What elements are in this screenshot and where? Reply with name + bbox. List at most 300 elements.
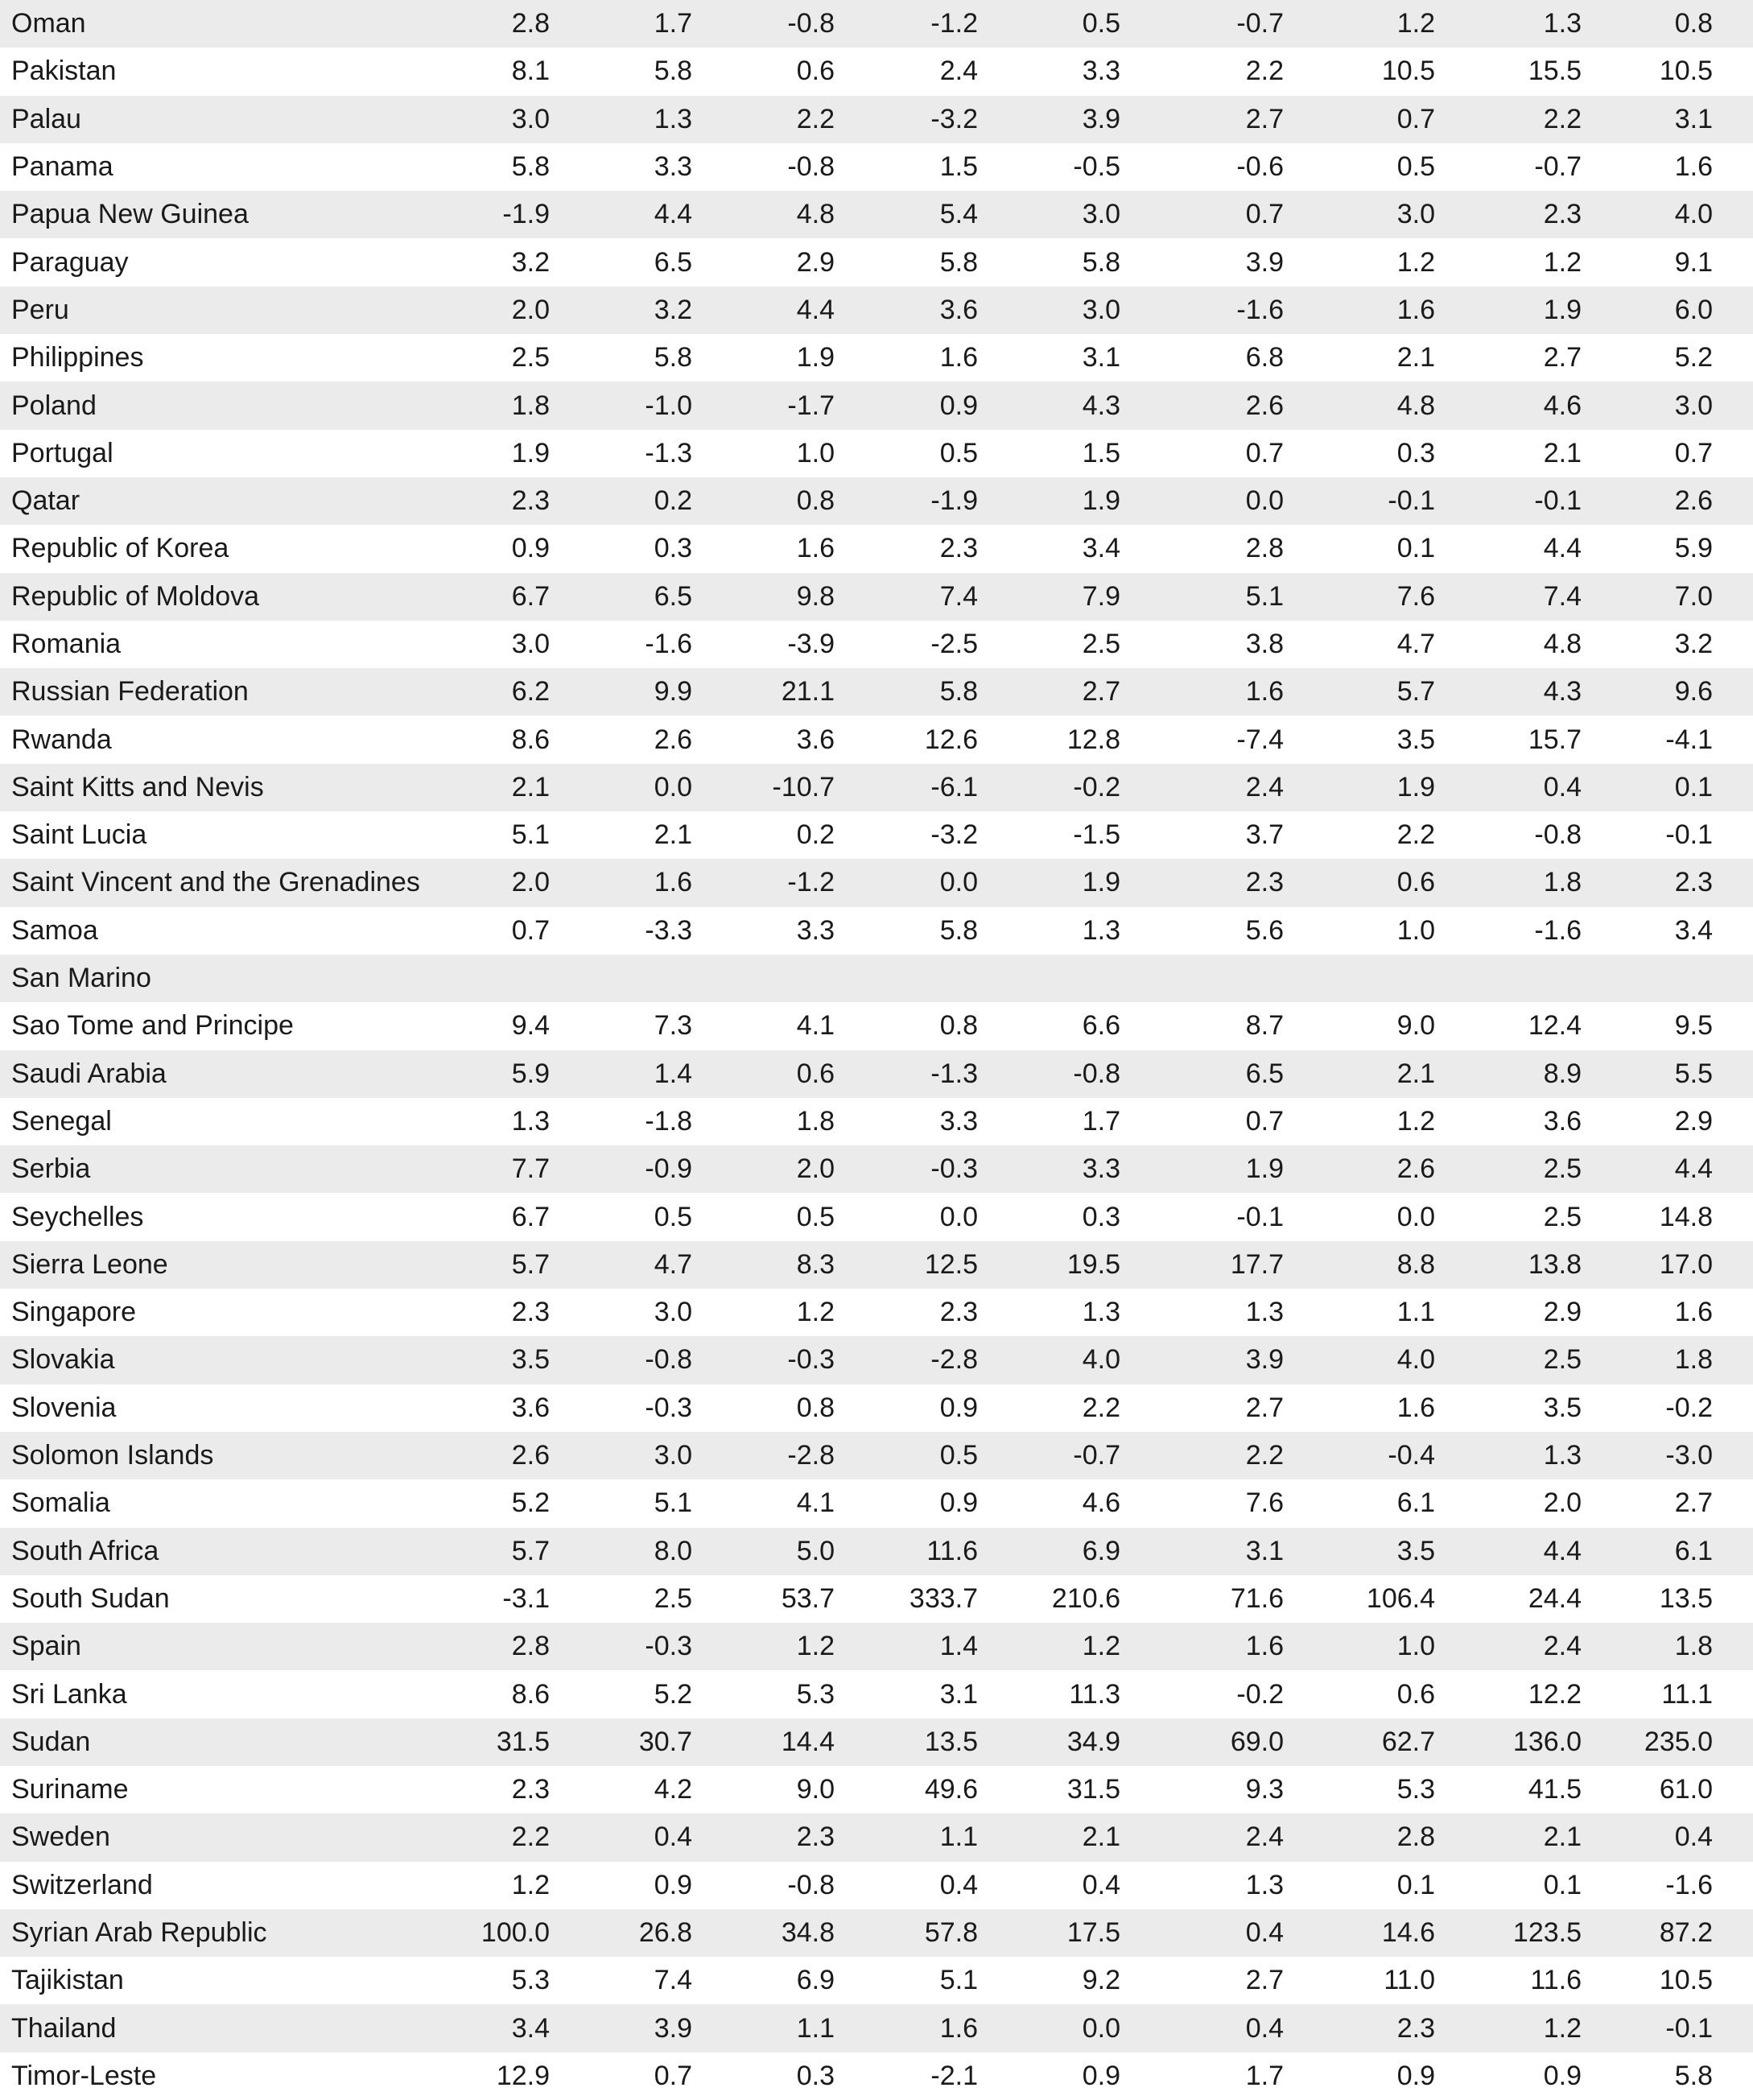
value-cell: 0.3: [1396, 437, 1435, 468]
value-cell: 3.2: [654, 294, 692, 325]
value-cell: -3.3: [645, 914, 692, 946]
value-cell: 1.8: [796, 1105, 835, 1137]
value-cell: 21.1: [781, 676, 835, 708]
value-cell: 0.4: [939, 1869, 978, 1900]
country-name: Palau: [11, 103, 81, 134]
table-row: [0, 1384, 1753, 1432]
value-cell: 8.3: [796, 1248, 835, 1280]
value-cell: 2.0: [511, 867, 550, 898]
value-cell: 5.7: [511, 1248, 550, 1280]
value-cell: 9.2: [1082, 1965, 1120, 1996]
value-cell: 2.4: [1543, 1631, 1582, 1662]
value-cell: 1.3: [1543, 8, 1582, 39]
value-cell: -0.8: [787, 151, 835, 183]
value-cell: 1.5: [1082, 437, 1120, 468]
value-cell: 2.6: [654, 724, 692, 755]
value-cell: 4.4: [1674, 1153, 1713, 1185]
value-cell: 0.9: [654, 1869, 692, 1900]
value-cell: 1.7: [1082, 1105, 1120, 1137]
value-cell: -1.5: [1073, 819, 1120, 851]
value-cell: 5.7: [1396, 676, 1435, 708]
value-cell: -0.8: [1073, 1058, 1120, 1089]
value-cell: 0.0: [939, 1201, 978, 1232]
value-cell: 11.3: [1069, 1678, 1120, 1710]
value-cell: 1.2: [1543, 246, 1582, 278]
value-cell: 0.5: [939, 437, 978, 468]
value-cell: 0.8: [939, 1010, 978, 1042]
value-cell: 2.7: [1245, 1392, 1284, 1423]
value-cell: 4.3: [1082, 390, 1120, 421]
value-cell: 9.5: [1674, 1010, 1713, 1042]
country-name: Seychelles: [11, 1201, 144, 1232]
table-row: [0, 1813, 1753, 1861]
value-cell: 1.0: [796, 437, 835, 468]
value-cell: 3.0: [1082, 199, 1120, 230]
value-cell: 2.8: [1245, 533, 1284, 564]
value-cell: 1.3: [1543, 1440, 1582, 1471]
value-cell: 12.6: [924, 724, 978, 755]
table-row: [0, 1766, 1753, 1813]
value-cell: -6.1: [930, 771, 978, 802]
table-row: [0, 573, 1753, 621]
value-cell: 2.5: [511, 342, 550, 373]
value-cell: 2.6: [1674, 485, 1713, 517]
value-cell: 0.7: [654, 2060, 692, 2091]
value-cell: 5.8: [939, 676, 978, 708]
value-cell: 1.3: [1245, 1869, 1284, 1900]
value-cell: 1.1: [1396, 1297, 1435, 1328]
country-name: Republic of Moldova: [11, 580, 260, 612]
value-cell: 5.2: [1674, 342, 1713, 373]
value-cell: 3.1: [1674, 103, 1713, 134]
value-cell: 61.0: [1659, 1774, 1713, 1805]
value-cell: 3.9: [1245, 246, 1284, 278]
value-cell: 7.6: [1245, 1487, 1284, 1519]
value-cell: 31.5: [496, 1726, 550, 1757]
table-row: [0, 334, 1753, 382]
value-cell: 7.4: [939, 580, 978, 612]
value-cell: 2.2: [1082, 1392, 1120, 1423]
table-row: [0, 955, 1753, 1002]
country-name: Samoa: [11, 914, 98, 946]
value-cell: 0.9: [1082, 2060, 1120, 2091]
value-cell: 0.0: [1396, 1201, 1435, 1232]
value-cell: 1.2: [796, 1297, 835, 1328]
value-cell: -0.4: [1388, 1440, 1435, 1471]
value-cell: 6.7: [511, 580, 550, 612]
value-cell: -0.1: [1388, 485, 1435, 517]
value-cell: 71.6: [1230, 1582, 1284, 1614]
table-row: [0, 1193, 1753, 1240]
value-cell: 1.3: [654, 103, 692, 134]
value-cell: 1.0: [1396, 1631, 1435, 1662]
value-cell: -1.6: [1534, 914, 1582, 946]
table-row: [0, 477, 1753, 525]
value-cell: 1.4: [654, 1058, 692, 1089]
value-cell: 5.7: [511, 1535, 550, 1566]
value-cell: 10.5: [1659, 56, 1713, 87]
value-cell: 12.5: [924, 1248, 978, 1280]
value-cell: 1.2: [1082, 1631, 1120, 1662]
value-cell: -0.3: [787, 1344, 835, 1376]
table-row: [0, 2004, 1753, 2052]
value-cell: 12.2: [1528, 1678, 1582, 1710]
value-cell: 9.0: [796, 1774, 835, 1805]
value-cell: 7.9: [1082, 580, 1120, 612]
value-cell: 1.3: [1082, 914, 1120, 946]
value-cell: 1.9: [1543, 294, 1582, 325]
table-row: [0, 1718, 1753, 1766]
value-cell: 1.6: [1396, 1392, 1435, 1423]
value-cell: 1.3: [1082, 1297, 1120, 1328]
country-name: Sao Tome and Principe: [11, 1010, 294, 1042]
value-cell: 34.8: [781, 1917, 835, 1949]
value-cell: 5.3: [511, 1965, 550, 1996]
country-name: Senegal: [11, 1105, 112, 1137]
value-cell: 1.7: [654, 8, 692, 39]
value-cell: -0.8: [787, 8, 835, 39]
value-cell: 5.9: [1674, 533, 1713, 564]
value-cell: 2.7: [1082, 676, 1120, 708]
value-cell: 3.6: [1543, 1105, 1582, 1137]
value-cell: 7.0: [1674, 580, 1713, 612]
value-cell: -1.7: [787, 390, 835, 421]
value-cell: 3.0: [654, 1440, 692, 1471]
value-cell: 3.6: [511, 1392, 550, 1423]
value-cell: 5.8: [1082, 246, 1120, 278]
value-cell: 5.4: [939, 199, 978, 230]
value-cell: -0.2: [1073, 771, 1120, 802]
value-cell: 12.8: [1066, 724, 1120, 755]
value-cell: 2.3: [511, 1297, 550, 1328]
value-cell: 3.3: [796, 914, 835, 946]
value-cell: 0.6: [1396, 867, 1435, 898]
country-name: Saudi Arabia: [11, 1058, 167, 1089]
value-cell: 49.6: [924, 1774, 978, 1805]
value-cell: 136.0: [1512, 1726, 1582, 1757]
value-cell: 210.6: [1051, 1582, 1120, 1614]
value-cell: 1.3: [511, 1105, 550, 1137]
value-cell: 2.0: [1543, 1487, 1582, 1519]
country-name: Portugal: [11, 437, 113, 468]
value-cell: 5.8: [939, 246, 978, 278]
country-name: Singapore: [11, 1297, 137, 1328]
country-name: Papua New Guinea: [11, 199, 249, 230]
value-cell: 100.0: [481, 1917, 550, 1949]
country-name: Spain: [11, 1631, 81, 1662]
value-cell: 2.2: [1245, 1440, 1284, 1471]
country-name: Timor-Leste: [11, 2060, 157, 2091]
value-cell: 19.5: [1066, 1248, 1120, 1280]
table-row: [0, 1670, 1753, 1718]
value-cell: 9.9: [654, 676, 692, 708]
value-cell: 24.4: [1528, 1582, 1582, 1614]
value-cell: 1.6: [1245, 676, 1284, 708]
value-cell: 5.1: [511, 819, 550, 851]
value-cell: 0.9: [1543, 2060, 1582, 2091]
value-cell: 2.8: [1396, 1822, 1435, 1853]
value-cell: 2.1: [1396, 342, 1435, 373]
value-cell: -3.2: [930, 103, 978, 134]
table-row: [0, 1479, 1753, 1527]
value-cell: 12.4: [1528, 1010, 1582, 1042]
value-cell: -0.8: [645, 1344, 692, 1376]
value-cell: 2.2: [511, 1822, 550, 1853]
value-cell: 87.2: [1659, 1917, 1713, 1949]
value-cell: -1.6: [1665, 1869, 1713, 1900]
value-cell: 1.2: [1543, 2012, 1582, 2044]
value-cell: 5.6: [1245, 914, 1284, 946]
value-cell: -3.1: [502, 1582, 550, 1614]
value-cell: 15.5: [1528, 56, 1582, 87]
value-cell: 3.4: [1674, 914, 1713, 946]
value-cell: 3.3: [654, 151, 692, 183]
value-cell: 4.7: [654, 1248, 692, 1280]
country-name: Peru: [11, 294, 69, 325]
value-cell: 6.0: [1674, 294, 1713, 325]
country-name: Switzerland: [11, 1869, 153, 1900]
value-cell: 2.7: [1245, 1965, 1284, 1996]
value-cell: -1.3: [930, 1058, 978, 1089]
value-cell: 0.7: [1245, 199, 1284, 230]
value-cell: 0.9: [939, 390, 978, 421]
country-name: Sierra Leone: [11, 1248, 168, 1280]
value-cell: 3.0: [1674, 390, 1713, 421]
value-cell: 2.3: [1396, 2012, 1435, 2044]
value-cell: 1.9: [511, 437, 550, 468]
value-cell: 9.1: [1674, 246, 1713, 278]
value-cell: 4.2: [654, 1774, 692, 1805]
value-cell: 2.2: [1245, 56, 1284, 87]
value-cell: 4.6: [1082, 1487, 1120, 1519]
value-cell: 8.7: [1245, 1010, 1284, 1042]
value-cell: 0.9: [939, 1392, 978, 1423]
value-cell: 0.5: [939, 1440, 978, 1471]
country-name: South Sudan: [11, 1582, 170, 1614]
value-cell: 1.6: [1674, 1297, 1713, 1328]
table-row: [0, 1623, 1753, 1670]
value-cell: -1.9: [502, 199, 550, 230]
table-row: [0, 1957, 1753, 2004]
table-row: [0, 430, 1753, 477]
value-cell: 1.9: [1082, 485, 1120, 517]
value-cell: 5.8: [654, 342, 692, 373]
value-cell: 3.0: [1396, 199, 1435, 230]
value-cell: 11.1: [1661, 1678, 1713, 1710]
value-cell: -0.2: [1236, 1678, 1284, 1710]
value-cell: 12.9: [496, 2060, 550, 2091]
value-cell: 1.6: [939, 342, 978, 373]
value-cell: 5.1: [939, 1965, 978, 1996]
country-name: Slovenia: [11, 1392, 117, 1423]
value-cell: 6.9: [1082, 1535, 1120, 1566]
value-cell: 1.4: [939, 1631, 978, 1662]
value-cell: 11.6: [1530, 1965, 1582, 1996]
country-name: Thailand: [11, 2012, 117, 2044]
value-cell: 3.9: [1082, 103, 1120, 134]
country-name: Serbia: [11, 1153, 91, 1185]
value-cell: 1.6: [654, 867, 692, 898]
value-cell: 1.2: [1396, 246, 1435, 278]
value-cell: 3.3: [939, 1105, 978, 1137]
value-cell: 3.9: [1245, 1344, 1284, 1376]
value-cell: 2.6: [511, 1440, 550, 1471]
value-cell: -0.1: [1665, 819, 1713, 851]
value-cell: 0.4: [1245, 1917, 1284, 1949]
value-cell: 1.1: [939, 1822, 978, 1853]
value-cell: 4.4: [1543, 533, 1582, 564]
value-cell: 1.7: [1245, 2060, 1284, 2091]
value-cell: 2.4: [1245, 1822, 1284, 1853]
value-cell: 2.3: [511, 485, 550, 517]
table-row: [0, 382, 1753, 429]
value-cell: 6.2: [511, 676, 550, 708]
value-cell: 5.1: [1245, 580, 1284, 612]
value-cell: 2.9: [796, 246, 835, 278]
value-cell: -3.0: [1665, 1440, 1713, 1471]
value-cell: 13.5: [924, 1726, 978, 1757]
country-name: Sweden: [11, 1822, 110, 1853]
value-cell: 2.8: [511, 1631, 550, 1662]
value-cell: 2.5: [654, 1582, 692, 1614]
country-name: Romania: [11, 629, 122, 659]
value-cell: 2.2: [1396, 819, 1435, 851]
value-cell: 2.5: [1543, 1153, 1582, 1185]
value-cell: 2.6: [1396, 1153, 1435, 1185]
table-row: [0, 238, 1753, 286]
value-cell: 0.1: [1396, 1869, 1435, 1900]
value-cell: 0.1: [1543, 1869, 1582, 1900]
value-cell: 1.8: [1674, 1344, 1713, 1376]
value-cell: 2.3: [1245, 867, 1284, 898]
country-name: Russian Federation: [11, 676, 249, 708]
value-cell: 0.5: [654, 1201, 692, 1232]
value-cell: 0.7: [511, 914, 550, 946]
value-cell: 3.6: [939, 294, 978, 325]
value-cell: 0.3: [654, 533, 692, 564]
value-cell: 2.5: [1543, 1201, 1582, 1232]
table-row: [0, 1098, 1753, 1145]
value-cell: 2.3: [511, 1774, 550, 1805]
value-cell: 11.6: [926, 1535, 978, 1566]
value-cell: 4.4: [654, 199, 692, 230]
value-cell: 0.2: [654, 485, 692, 517]
value-cell: 8.6: [511, 1678, 550, 1710]
value-cell: 0.0: [939, 867, 978, 898]
table-row: [0, 668, 1753, 716]
value-cell: 53.7: [781, 1582, 835, 1614]
value-cell: -4.1: [1665, 724, 1713, 755]
value-cell: 5.2: [654, 1678, 692, 1710]
table-row: [0, 1862, 1753, 1909]
value-cell: 2.9: [1543, 1297, 1582, 1328]
value-cell: 1.6: [1396, 294, 1435, 325]
value-cell: 1.9: [1396, 771, 1435, 802]
value-cell: 15.7: [1528, 724, 1582, 755]
value-cell: 1.0: [1396, 914, 1435, 946]
value-cell: 0.9: [939, 1487, 978, 1519]
value-cell: 1.6: [796, 533, 835, 564]
value-cell: 4.0: [1082, 1344, 1120, 1376]
value-cell: 0.8: [1674, 8, 1713, 39]
country-name: Republic of Korea: [11, 533, 229, 564]
value-cell: 1.3: [1245, 1297, 1284, 1328]
table-row: [0, 0, 1753, 47]
value-cell: 0.0: [1245, 485, 1284, 517]
value-cell: 2.4: [939, 56, 978, 87]
country-name: Solomon Islands: [11, 1440, 214, 1471]
value-cell: -3.9: [787, 629, 835, 659]
country-name: San Marino: [11, 963, 151, 994]
value-cell: 0.5: [796, 1201, 835, 1232]
value-cell: -0.2: [1665, 1392, 1713, 1423]
value-cell: 30.7: [638, 1726, 692, 1757]
value-cell: 6.8: [1245, 342, 1284, 373]
value-cell: 6.1: [1396, 1487, 1435, 1519]
value-cell: 3.6: [796, 724, 835, 755]
value-cell: 3.1: [1082, 342, 1120, 373]
value-cell: 235.0: [1644, 1726, 1713, 1757]
value-cell: -0.3: [645, 1392, 692, 1423]
value-cell: 3.3: [1082, 56, 1120, 87]
value-cell: 0.6: [1396, 1678, 1435, 1710]
country-name: Pakistan: [11, 56, 117, 87]
value-cell: 1.6: [1245, 1631, 1284, 1662]
value-cell: 26.8: [638, 1917, 692, 1949]
value-cell: 9.8: [796, 580, 835, 612]
value-cell: 4.8: [1396, 390, 1435, 421]
value-cell: 4.0: [1396, 1344, 1435, 1376]
value-cell: 69.0: [1230, 1726, 1284, 1757]
value-cell: 2.3: [939, 533, 978, 564]
value-cell: -0.1: [1665, 2012, 1713, 2044]
value-cell: 1.6: [939, 2012, 978, 2044]
value-cell: -0.3: [645, 1631, 692, 1662]
value-cell: 2.1: [1082, 1822, 1120, 1853]
value-cell: 41.5: [1528, 1774, 1582, 1805]
value-cell: 1.9: [1245, 1153, 1284, 1185]
value-cell: 17.7: [1230, 1248, 1284, 1280]
value-cell: 57.8: [924, 1917, 978, 1949]
value-cell: 2.1: [511, 771, 550, 802]
value-cell: 123.5: [1512, 1917, 1582, 1949]
table-row: [0, 1336, 1753, 1384]
value-cell: 4.8: [796, 199, 835, 230]
value-cell: 62.7: [1381, 1726, 1435, 1757]
value-cell: 3.5: [511, 1344, 550, 1376]
value-cell: 14.6: [1381, 1917, 1435, 1949]
value-cell: -1.8: [645, 1105, 692, 1137]
value-cell: 0.7: [1245, 437, 1284, 468]
value-cell: 6.5: [654, 246, 692, 278]
value-cell: -2.1: [930, 2060, 978, 2091]
value-cell: 3.5: [1396, 724, 1435, 755]
country-name: Saint Kitts and Nevis: [11, 771, 264, 802]
value-cell: 2.5: [1543, 1344, 1582, 1376]
value-cell: 2.4: [1245, 771, 1284, 802]
value-cell: 3.2: [1674, 629, 1713, 659]
value-cell: 11.0: [1384, 1965, 1435, 1996]
value-cell: 1.8: [1674, 1631, 1713, 1662]
table-row: [0, 907, 1753, 955]
value-cell: 0.1: [1396, 533, 1435, 564]
country-name: Rwanda: [11, 724, 112, 755]
value-cell: 1.8: [1543, 867, 1582, 898]
value-cell: -2.8: [787, 1440, 835, 1471]
value-cell: 2.7: [1543, 342, 1582, 373]
value-cell: -1.2: [930, 8, 978, 39]
value-cell: 2.3: [939, 1297, 978, 1328]
